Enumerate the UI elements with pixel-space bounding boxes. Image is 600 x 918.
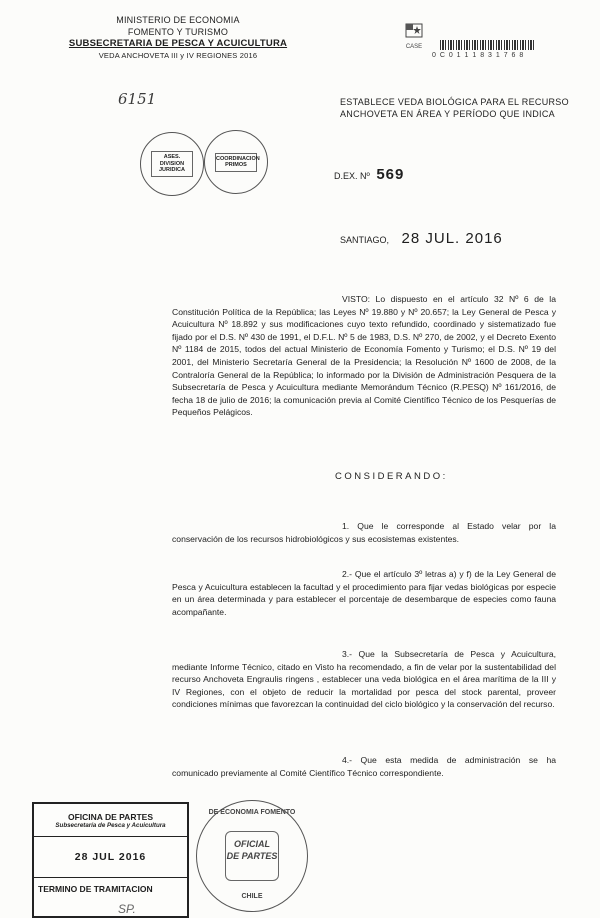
resolution-title: ESTABLECE VEDA BIOLÓGICA PARA EL RECURSO ANCHOVETA EN ÁREA Y PERÍODO QUE INDICA bbox=[340, 97, 569, 119]
coordination-stamp-text: COORDINACION PRIMOS bbox=[215, 153, 257, 172]
coordination-stamp bbox=[204, 130, 268, 194]
official-stamp-bottom-text: CHILE bbox=[241, 893, 263, 900]
office-box-header bbox=[34, 804, 187, 837]
official-stamp-line1: OFICIAL bbox=[234, 839, 270, 849]
place-date bbox=[340, 230, 503, 247]
considerando-item-1: 1. Que le corresponde al Estado velar por la conservación de los recursos hidrobiológicos y sus ecosistemas existentes. bbox=[172, 521, 556, 544]
svg-text:CASE: CASE bbox=[405, 44, 423, 50]
office-box-title: OFICINA DE PARTES bbox=[67, 812, 153, 822]
decree-number-label: D.EX. Nº bbox=[334, 171, 370, 181]
barcode-number: 0 C 0 1 1 1 8 3 1 7 6 8 bbox=[432, 52, 525, 59]
office-of-parts-box bbox=[32, 802, 189, 918]
official-stamp-top-text: DE ECONOMIA FOMENTO bbox=[208, 809, 296, 816]
date: 28 JUL. 2016 bbox=[401, 230, 503, 247]
considerando-item-2: 2.- Que el artículo 3º letras a) y f) de la Ley General de Pesca y Acuicultura establecen la facultad y el procedimiento para fijar vedas biológicas por especie en un área determinada y para establecer el porcentaje de desembarque de especies como fauna acompañante. bbox=[172, 569, 556, 617]
decree-number-value: 569 bbox=[376, 166, 405, 183]
official-parts-stamp bbox=[196, 800, 308, 912]
considerando-item-3: 3.- Que la Subsecretaría de Pesca y Acuicultura, mediante Informe Técnico, citado en Visto ha recomendado, a fin de velar por la sustentabilidad del recurso Anchoveta Engraulis ringens , establecer una veda biológica en el área marítima de la III y IV Regiones, con el objeto de reducir la mortalidad por pesca del stock parental, proveer condiciones mínimas que favorezcan la continuidad del ciclo biológico y la conservación del recurso. bbox=[172, 649, 556, 710]
office-box-date: 28 JUL 2016 bbox=[34, 837, 187, 878]
place: SANTIAGO, bbox=[340, 235, 390, 245]
official-stamp-center bbox=[225, 831, 279, 881]
barcode bbox=[440, 40, 535, 50]
ministry-subname: FOMENTO Y TURISMO bbox=[127, 27, 229, 37]
considerando-item-4: 4.- Que esta medida de administración se ha comunicado previamente al Comité Científico Técnico correspondiente. bbox=[172, 755, 556, 778]
legal-division-stamp-text: ASES. DIVISION JURIDICA bbox=[151, 151, 193, 177]
ministry-header bbox=[58, 14, 298, 62]
document-reference: VEDA ANCHOVETA III y IV REGIONES 2016 bbox=[98, 51, 258, 60]
ministry-name: MINISTERIO DE ECONOMIA bbox=[116, 15, 240, 25]
considerando-heading: CONSIDERANDO: bbox=[335, 471, 448, 482]
government-logo-icon bbox=[400, 22, 428, 52]
decree-number bbox=[334, 166, 404, 183]
signature-mark: SP. bbox=[118, 902, 136, 916]
visto-paragraph: VISTO: Lo dispuesto en el artículo 32 Nº 6 de la Constitución Política de la República; las Leyes Nº 19.880 y Nº 20.657; la Ley General de Pesca y Acuicultura Nº 18.892 y sus modificaciones cuyo texto refundido, coordinado y sistematizado fue fijado por el D.S. Nº 430 de 1991, el D.F.L. Nº 5 de 1983, D.S. Nº 270, de 2002, y el Decreto Exento Nº 1184 de 2015, todos del actual Ministerio de Economía Fomento y Turismo; el D.S. Nº 19 del 2001, del Ministerio Secretaría General de la Presidencia; la Resolución Nº 1600 de 2008, de la Contraloría General de la República; lo informado por la División de Administración Pesquera de la Subsecretaría de Pesca y Acuicultura mediante Memorándum Técnico (R.PESQ) Nº 161/2016, de fecha 18 de julio de 2016; la comunicación previa al Comité Científico Técnico de los Pesquerías de Pequeños Pelágicos. bbox=[172, 294, 556, 418]
office-box-subtitle: Subsecretaría de Pesca y Acuicultura bbox=[55, 822, 166, 829]
official-stamp-line2: DE PARTES bbox=[226, 851, 278, 861]
legal-division-stamp bbox=[140, 132, 204, 196]
handwritten-number: 6151 bbox=[118, 90, 157, 108]
subsecretaria-name: SUBSECRETARIA DE PESCA Y ACUICULTURA bbox=[68, 38, 288, 49]
office-box-footer: TERMINO DE TRAMITACION bbox=[38, 884, 153, 894]
